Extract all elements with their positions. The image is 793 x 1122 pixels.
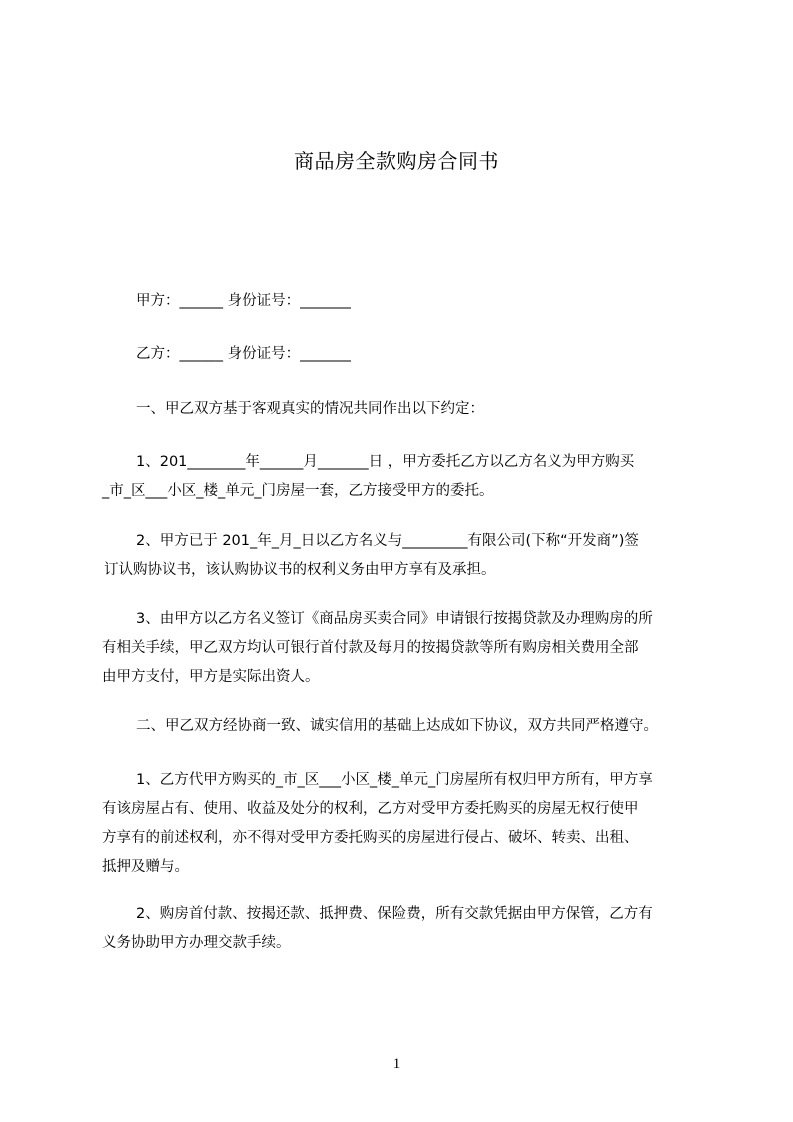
clause-1-3: 3、由甲方以乙方名义签订《商品房买卖合同》申请银行按揭贷款及办理购房的所 有相关手续，甲乙双方均认可银行首付款及每月的按揭贷款等所有购房相关费用全部 由甲方支付，甲方是实际出资人。 (102, 611, 653, 685)
clause-1-1: 1、201________年______月_______日 ，甲方委托乙方以乙方名义为甲方购买 _市_区___小区_楼_单元_门房屋一套，乙方接受甲方的委托。 (102, 454, 635, 499)
clause-2-2: 2、购房首付款、按揭还款、抵押费、保险费，所有交款凭据由甲方保管，乙方有 义务协助甲方办理交款手续。 (102, 906, 653, 951)
section-1-heading: 一、甲乙双方基于客观真实的情况共同作出以下约定： (136, 401, 484, 417)
document-title: 商品房全款购房合同书 (294, 149, 499, 173)
clause-2-1: 1、乙方代甲方购买的_市_区___小区_楼_单元_门房屋所有权归甲方所有，甲方享 有该房屋占有、使用、收益及处分的权利，乙方对受甲方委托购买的房屋无权行使甲 方享有的前述权利，亦不得对受甲方委托购买的房屋进行侵占、破坏、转卖、出租、 抵押及赠与。 (102, 772, 653, 875)
party-b-line: 乙方：______ 身份证号：_______ (136, 346, 351, 362)
page-number: 1 (392, 1056, 401, 1072)
party-a-line: 甲方：______ 身份证号：_______ (136, 293, 351, 309)
section-2-heading: 二、甲乙双方经协商一致、诚实信用的基础上达成如下协议，双方共同严格遵守。 (136, 718, 658, 734)
clause-1-2: 2、甲方已于 201_年_月_日以乙方名义与_________有限公司(下称“开发商”)签 订认购协议书，该认购协议书的权利义务由甲方享有及承担。 (104, 533, 639, 578)
